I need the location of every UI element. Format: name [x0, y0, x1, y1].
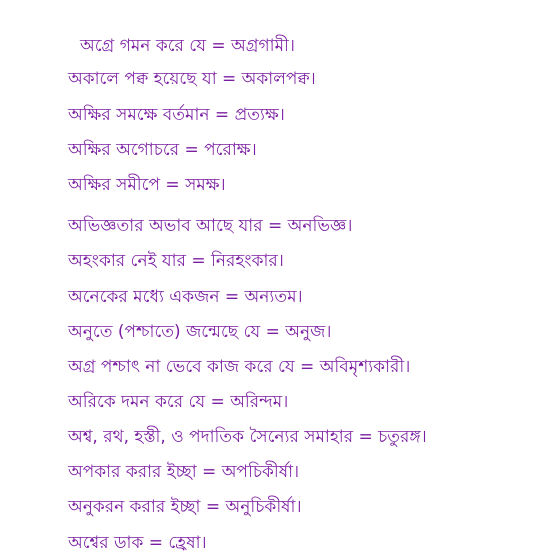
text-line: অনুতে (পশ্চাতে) জন্মেছে যে = অনুজ। [68, 322, 332, 342]
text-line: অক্ষির সমক্ষে বর্তমান = প্রত্যক্ষ। [68, 105, 285, 125]
text-line: অরিকে দমন করে যে = অরিন্দম। [68, 392, 289, 412]
text-line: অনুকরন করার ইচ্ছা = অনুচিকীর্ষা। [68, 497, 302, 517]
text-line: অশ্বের ডাক = হ্রেষা। [68, 533, 207, 553]
text-line: অকালে পক্ব হয়েছে যা = অকালপক্ব। [68, 69, 316, 89]
text-line: অক্ষির অগোচরে = পরোক্ষ। [68, 140, 257, 160]
text-line: অভিজ্ঞতার অভাব আছে যার = অনভিজ্ঞ। [68, 216, 353, 236]
text-line: অগ্র পশ্চাৎ না ভেবে কাজ করে যে = অবিমৃশ্যকারী। [68, 357, 411, 377]
text-line: অহংকার নেই যার = নিরহংকার। [68, 251, 284, 271]
text-line: অপকার করার ইচ্ছা = অপচিকীর্ষা। [68, 462, 300, 482]
text-line: অগ্রে গমন করে যে = অগ্রগামী। [80, 36, 295, 56]
text-line: অশ্ব, রথ, হস্তী, ও পদাতিক সৈন্যের সমাহার = চতুরঙ্গ। [68, 427, 427, 447]
text-line: অনেকের মধ্যে একজন = অন্যতম। [68, 287, 303, 307]
text-line: অক্ষির সমীপে = সমক্ষ। [68, 175, 226, 195]
